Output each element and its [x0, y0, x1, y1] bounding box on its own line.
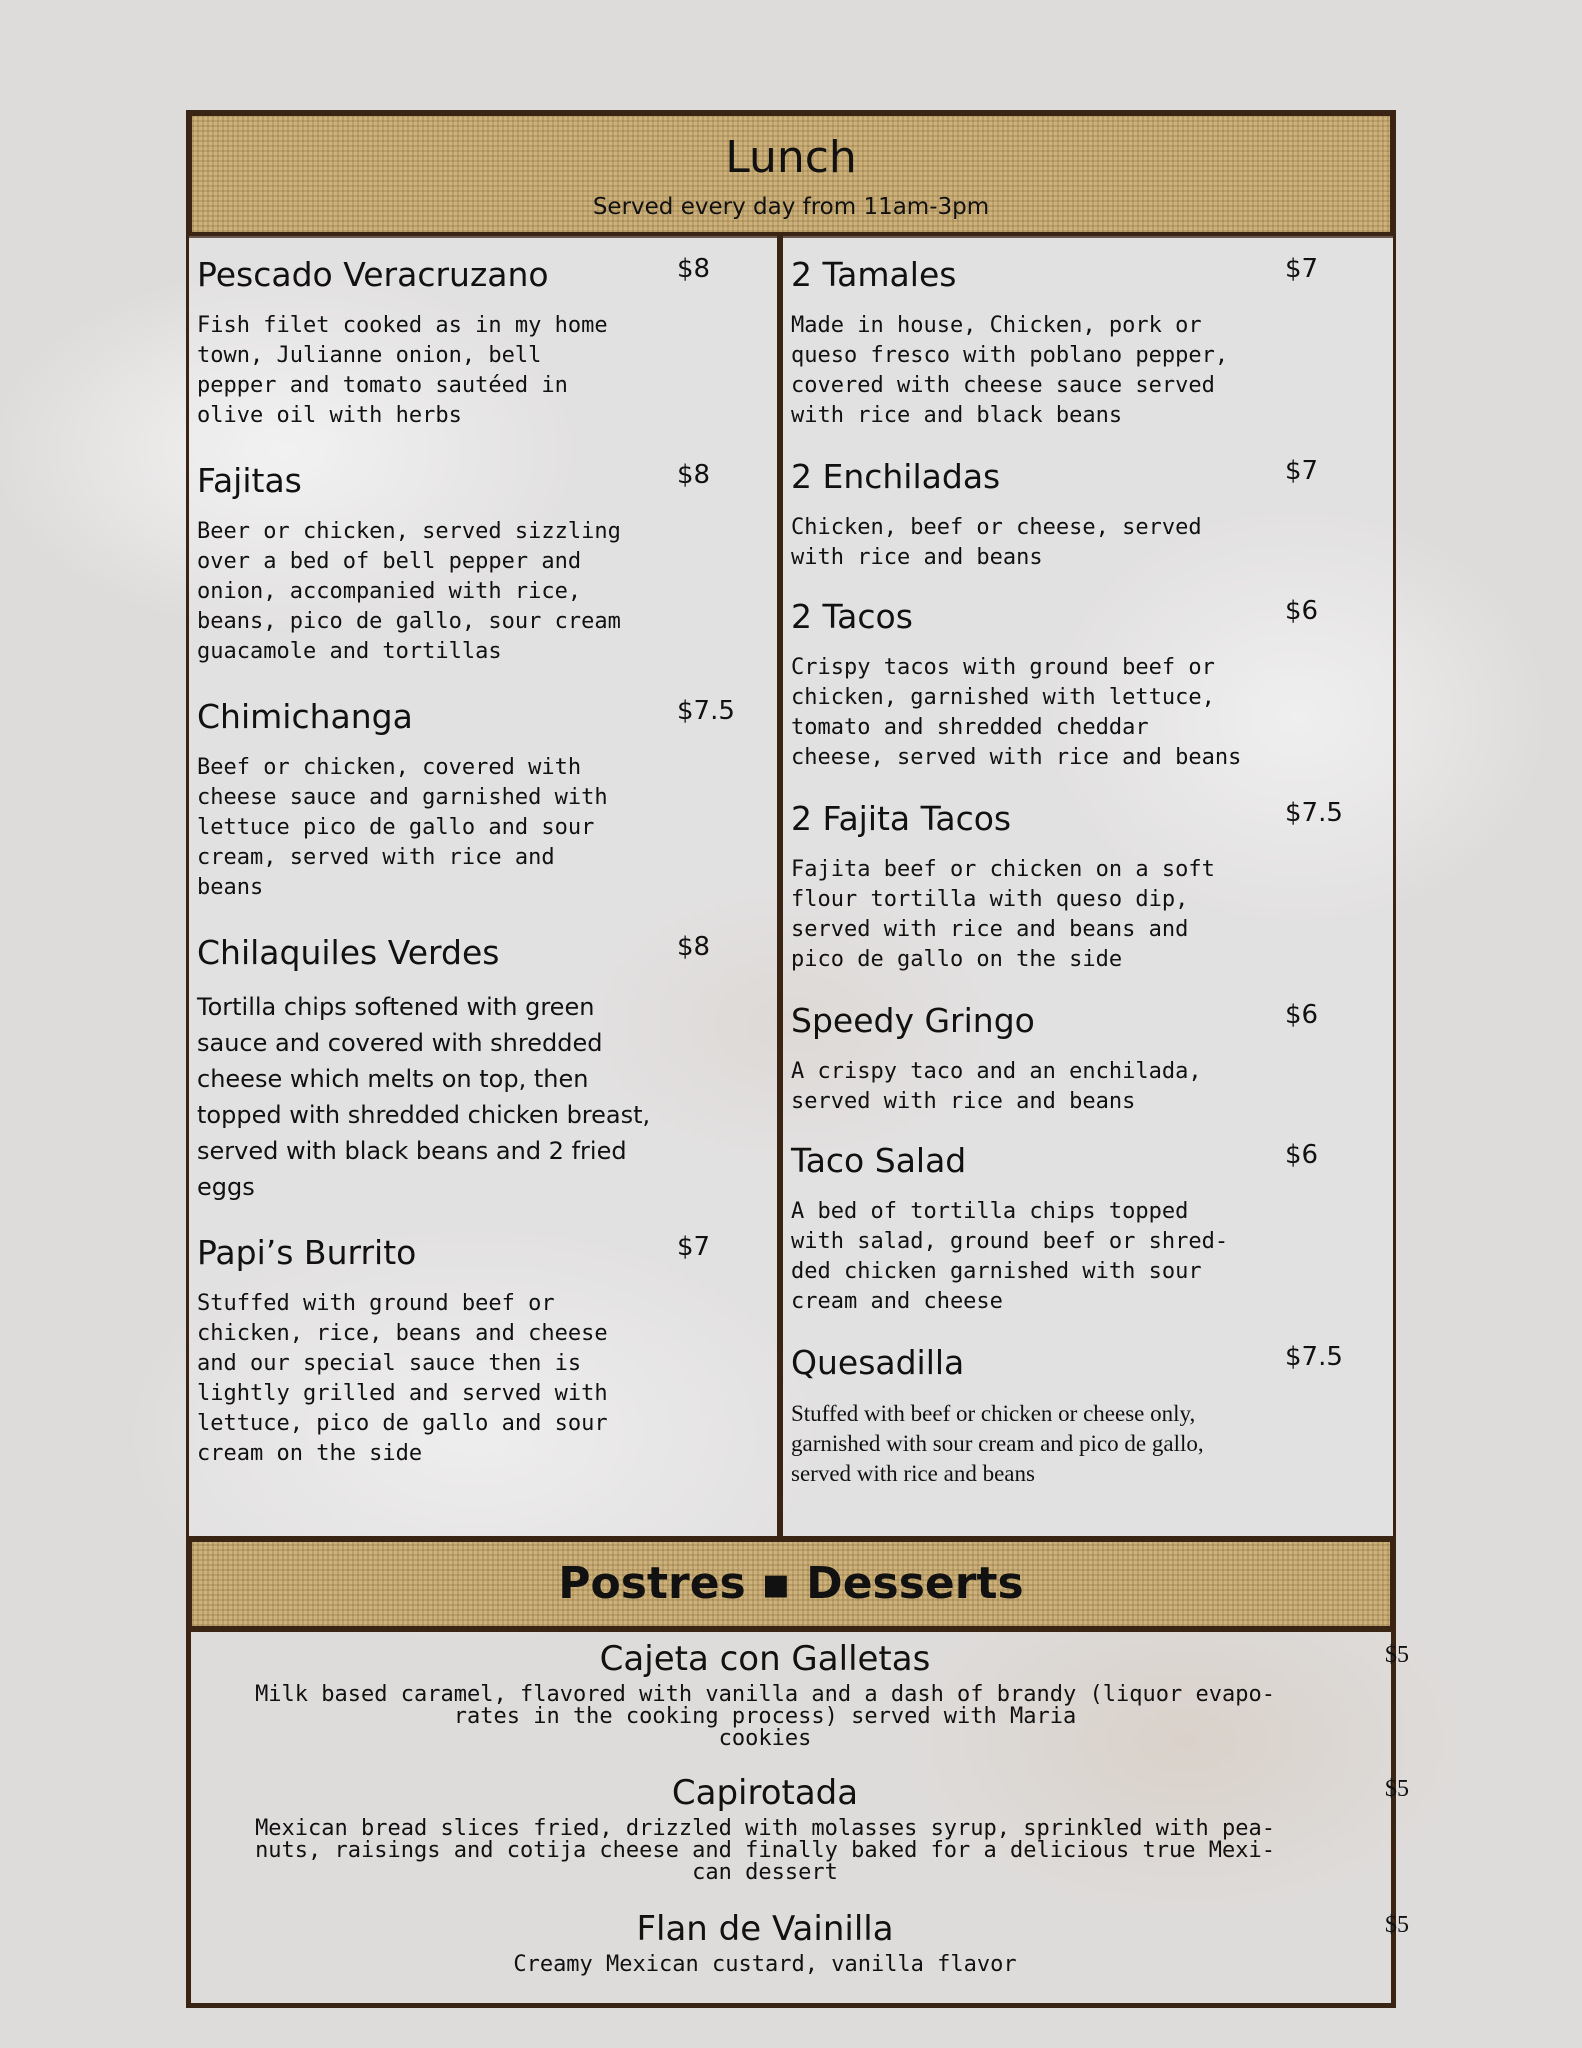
item-name: 2 Enchiladas — [791, 457, 1001, 496]
item-name: Papi’s Burrito — [197, 1233, 417, 1272]
lunch-left-column — [186, 236, 780, 1598]
dessert-name: Flan de Vainilla — [636, 1909, 894, 1949]
item-name: Chimichanga — [197, 697, 413, 736]
item-description: Fajita beef or chicken on a soft flour tortilla with queso dip, served with rice and beans and pico de gallo on the side — [791, 857, 1215, 972]
item-name: Fajitas — [197, 461, 302, 500]
menu-item — [791, 596, 1393, 773]
item-description: Tortilla chips softened with green sauce and covered with shredded cheese which melts on top, then topped with shredded chicken breast, served with black beans and 2 fried eggs — [197, 993, 651, 1201]
item-price: $6 — [1285, 1000, 1319, 1030]
item-description: Crispy tacos with ground beef or chicken, garnished with lettuce, tomato and shredded cheddar cheese, served with rice and beans — [791, 655, 1242, 770]
item-description: A crispy taco and an enchilada, served with rice and beans — [791, 1059, 1202, 1114]
item-name: Speedy Gringo — [791, 1001, 1035, 1040]
item-description: Stuffed with beef or chicken or cheese only, garnished with sour cream and pico de gallo, served with rice and beans — [791, 1401, 1204, 1486]
menu-item — [791, 456, 1393, 573]
item-name: Quesadilla — [791, 1343, 965, 1382]
dessert-description: Mexican bread slices fried, drizzled with molasses syrup, sprinkled with pea- nuts, raisings and cotija cheese and finally baked for a delicious true Mexi- can dessert — [255, 1816, 1275, 1885]
dessert-item — [191, 1773, 1409, 1885]
lunch-header — [186, 110, 1396, 238]
menu-item — [197, 696, 777, 903]
item-price: $7.5 — [1285, 1342, 1343, 1372]
desserts-section — [186, 1628, 1409, 2008]
item-price: $8 — [677, 254, 711, 284]
item-description: Beer or chicken, served sizzling over a bed of bell pepper and onion, accompanied with rice, beans, pico de gallo, sour cream guacamole and tortillas — [197, 519, 621, 664]
menu-item — [197, 254, 777, 431]
item-price: $8 — [677, 932, 711, 962]
item-name: Pescado Veracruzano — [197, 255, 549, 294]
menu-item — [791, 1342, 1393, 1489]
menu-item — [197, 1232, 777, 1469]
item-name: Taco Salad — [791, 1141, 967, 1180]
menu-item — [791, 798, 1393, 975]
item-price: $6 — [1285, 596, 1319, 626]
dessert-item — [191, 1909, 1409, 1977]
item-description: Stuffed with ground beef or chicken, rice, beans and cheese and our special sauce then is lightly grilled and served with lettuce, pico de gallo and sour cream on the side — [197, 1291, 608, 1466]
item-name: 2 Tacos — [791, 597, 913, 636]
item-price: $7 — [1285, 456, 1319, 486]
item-description: Beef or chicken, covered with cheese sauce and garnished with lettuce pico de gallo and sour cream, served with rice and beans — [197, 755, 608, 900]
menu-item — [791, 1140, 1393, 1317]
item-name: Chilaquiles Verdes — [197, 933, 500, 972]
lunch-section — [186, 110, 1396, 1494]
item-description: Chicken, beef or cheese, served with rice and beans — [791, 515, 1202, 570]
dessert-description: Milk based caramel, flavored with vanilla and a dash of brandy (liquor evapo- rates in the cooking process) served with Maria cookies — [255, 1682, 1275, 1751]
dessert-name: Capirotada — [671, 1773, 859, 1813]
item-price: $7 — [1285, 254, 1319, 284]
menu-item — [197, 932, 777, 1205]
desserts-title: Postres ▪ Desserts — [558, 1558, 1024, 1609]
lunch-subtitle: Served every day from 11am-3pm — [592, 194, 990, 220]
item-price: $8 — [677, 460, 711, 490]
item-price: $7.5 — [677, 696, 735, 726]
lunch-title: Lunch — [725, 132, 857, 183]
item-price: $7 — [677, 1232, 711, 1262]
item-name: 2 Fajita Tacos — [791, 799, 1012, 838]
dessert-price: $5 — [1385, 1912, 1409, 1938]
item-description: A bed of tortilla chips topped with salad, ground beef or shred- ded chicken garnished with sour cream and cheese — [791, 1199, 1229, 1314]
dessert-price: $5 — [1385, 1642, 1409, 1668]
item-description: Fish filet cooked as in my home town, Julianne onion, bell pepper and tomato sautéed in olive oil with herbs — [197, 313, 608, 428]
dessert-description: Creamy Mexican custard, vanilla flavor — [513, 1952, 1017, 1977]
item-name: 2 Tamales — [791, 255, 957, 294]
dessert-name: Cajeta con Galletas — [599, 1639, 931, 1679]
menu-item — [791, 254, 1393, 431]
item-description: Made in house, Chicken, pork or queso fresco with poblano pepper, covered with cheese sauce served with rice and black beans — [791, 313, 1229, 428]
dessert-price: $5 — [1385, 1776, 1409, 1802]
lunch-right-column — [780, 236, 1396, 1604]
menu-item — [197, 460, 777, 667]
item-price: $6 — [1285, 1140, 1319, 1170]
dessert-item — [191, 1639, 1409, 1751]
item-price: $7.5 — [1285, 798, 1343, 828]
menu-item — [791, 1000, 1393, 1117]
desserts-header — [186, 1536, 1396, 1632]
